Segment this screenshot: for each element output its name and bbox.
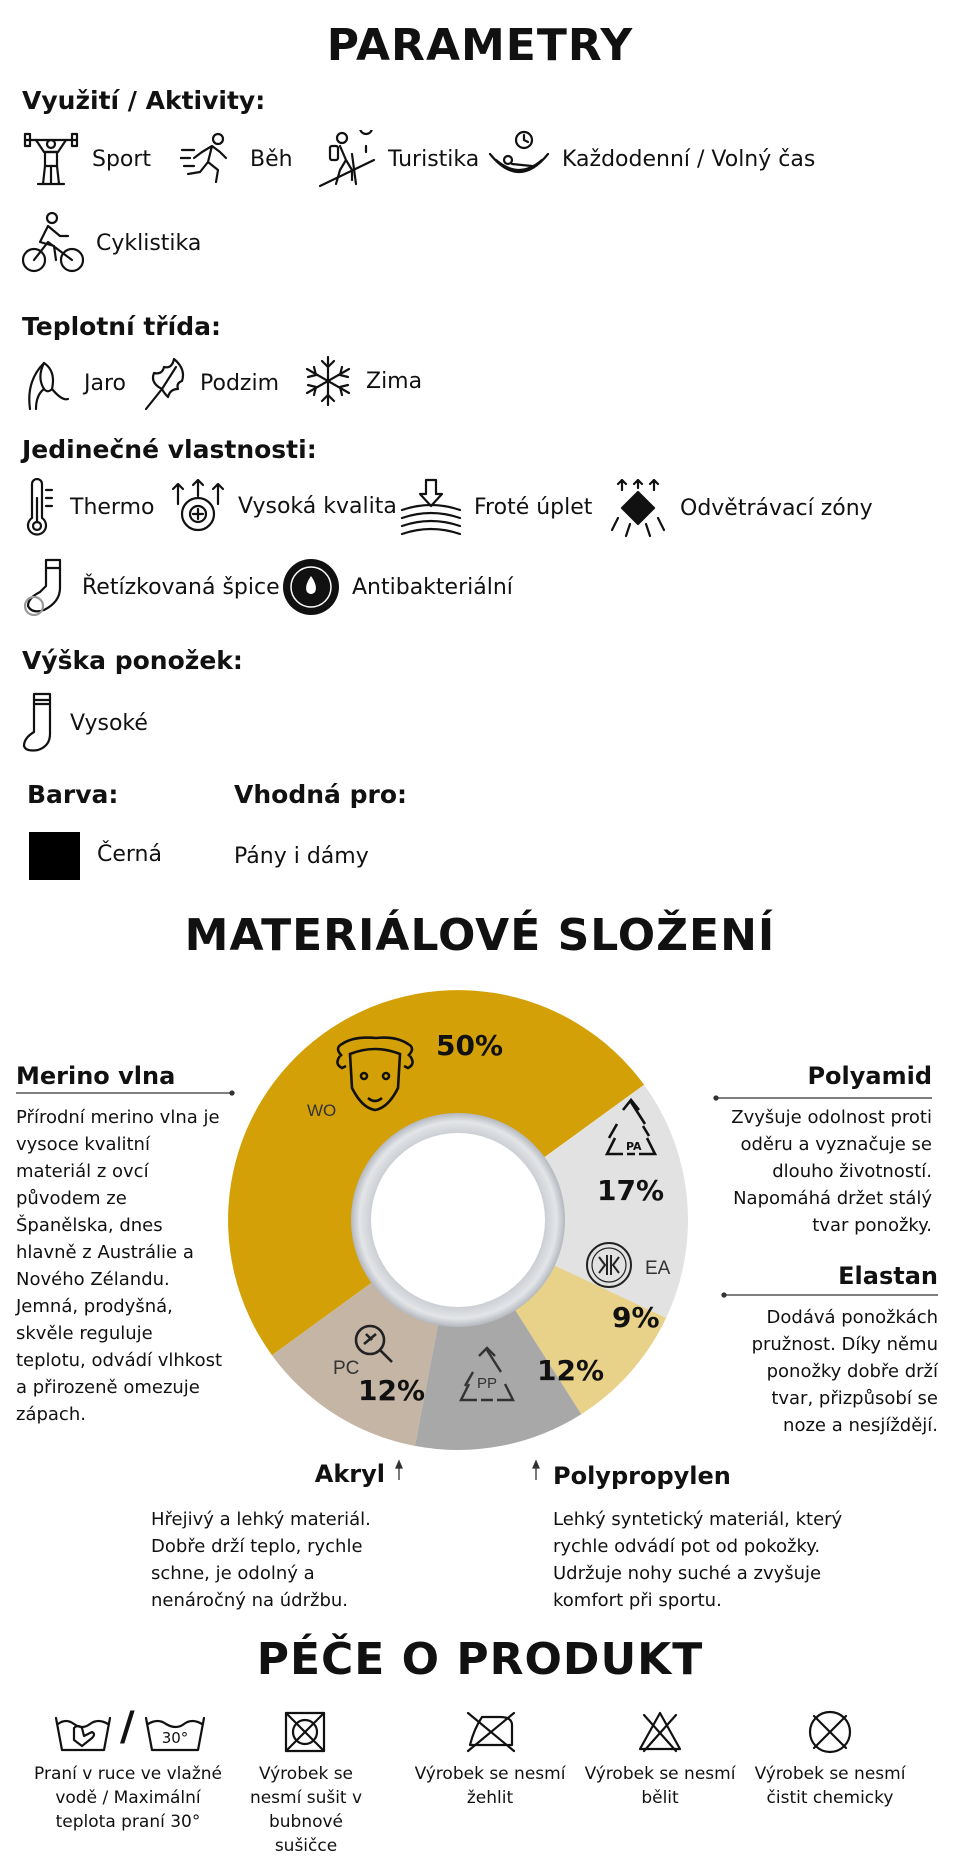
suitable-heading: Vhodná pro:: [234, 780, 407, 809]
hiker-icon: [318, 130, 376, 188]
usage-item-hiking: [318, 130, 479, 188]
care-label: Výrobek se nesmí čistit chemicky: [754, 1764, 906, 1808]
care-label: Výrobek se nesmí žehlit: [414, 1764, 566, 1808]
slice-percent-label: 12%: [537, 1354, 605, 1387]
terry-knit-icon: [400, 478, 462, 536]
ventilation-icon: [608, 478, 668, 538]
material-title-polyamid: Polyamid: [807, 1062, 932, 1090]
height-heading: Výška ponožek:: [22, 646, 243, 675]
property-label: Vysoká kvalita: [238, 493, 397, 519]
property-label: Froté úplet: [474, 494, 593, 520]
usage-item-cycling: [22, 212, 201, 274]
care-item-wash-icons: [52, 1706, 212, 1756]
parametry-title: PARAMETRY: [326, 20, 634, 71]
property-item-thermo: [22, 478, 154, 536]
thermometer-icon: [22, 478, 58, 536]
slice-code-label: PP: [477, 1375, 498, 1392]
material-desc-polyamid: Zvyšuje odolnost proti oděru a vyznačuje se dlouho životností. Napomáhá držet stálý tvar ponožky.: [731, 1107, 932, 1236]
property-item-quality: [170, 478, 397, 534]
slice-code-label: PC: [333, 1358, 360, 1379]
usage-label: Každodenní / Volný čas: [562, 146, 816, 172]
slice-code-label: PA: [626, 1140, 642, 1153]
property-item-terry: [400, 478, 592, 536]
tall-sock-icon: [22, 692, 58, 754]
suitable-value: Pány i dámy: [234, 844, 369, 869]
no-tumble-dry-icon: [284, 1711, 326, 1753]
care-label: Praní v ruce ve vlažné vodě / Maximální teplota praní 30°: [34, 1764, 222, 1832]
height-item-tall: [22, 692, 148, 754]
temperature-label: Podzim: [200, 370, 279, 396]
material-title-akryl: Akryl: [314, 1460, 385, 1488]
no-dry-clean-icon: [808, 1710, 852, 1754]
no-bleach-icon: [638, 1711, 682, 1753]
sock-toe-icon: [22, 558, 70, 616]
material-desc-elastan: Dodává ponožkách pružnost. Díky němu ponožky dobře drží tvar, přizpůsobí se noze a nesjíždějí.: [751, 1307, 938, 1436]
usage-item-leisure: [488, 130, 815, 188]
usage-label: Cyklistika: [96, 230, 202, 256]
color-heading: Barva:: [27, 780, 119, 809]
leaf-icon: [142, 355, 188, 411]
property-item-toe: [22, 558, 280, 616]
property-label: Antibakteriální: [352, 574, 513, 600]
material-desc-akryl: Hřejivý a lehký materiál. Dobře drží teplo, rychle schne, je odolný a nenáročný na údržbu.: [151, 1509, 371, 1611]
wash-temperature: 30°: [161, 1729, 189, 1747]
property-label: Thermo: [70, 494, 155, 520]
antibacterial-seal-icon: [282, 558, 340, 616]
care-label: Výrobek se nesmí sušit v bubnové sušičce: [249, 1764, 363, 1856]
material-title-elastan: Elastan: [838, 1262, 938, 1290]
hand-wash-icon: [54, 1710, 112, 1756]
usage-label: Běh: [250, 146, 293, 172]
temperature-item-autumn: [142, 355, 279, 411]
snowflake-icon: [302, 355, 354, 407]
hammock-icon: [488, 130, 550, 188]
material-title-merino: Merino vlna: [16, 1062, 176, 1090]
slice-percent-label: 50%: [436, 1029, 504, 1062]
snowdrop-icon: [22, 355, 72, 411]
slice-percent-label: 9%: [612, 1301, 660, 1334]
property-item-antibacterial: [282, 558, 513, 616]
property-label: Řetízkovaná špice: [82, 574, 280, 600]
usage-heading: Využití / Aktivity:: [22, 86, 266, 115]
care-label: Výrobek se nesmí bělit: [584, 1764, 736, 1808]
slice-percent-label: 12%: [358, 1374, 426, 1407]
no-iron-icon: [466, 1711, 516, 1753]
temperature-item-spring: [22, 355, 126, 411]
weightlifter-icon: [22, 130, 80, 188]
temperature-label: Jaro: [84, 370, 126, 396]
slash-divider: /: [120, 1704, 135, 1750]
temperature-heading: Teplotní třída:: [22, 312, 221, 341]
usage-item-run: [180, 130, 293, 188]
usage-label: Sport: [92, 146, 152, 172]
slice-code-label: WO: [307, 1101, 337, 1120]
properties-heading: Jedinečné vlastnosti:: [22, 435, 317, 464]
temperature-item-winter: [302, 355, 422, 407]
quality-badge-icon: [170, 478, 226, 534]
care-title: PÉČE O PRODUKT: [256, 1634, 704, 1685]
usage-item-sport: [22, 130, 151, 188]
height-label: Vysoké: [70, 710, 148, 736]
color-swatch: [29, 832, 80, 880]
cyclist-icon: [22, 212, 84, 274]
slice-percent-label: 17%: [597, 1174, 665, 1207]
material-title-polypropylen: Polypropylen: [553, 1462, 731, 1490]
material-desc-merino: Přírodní merino vlna je vysoce kvalitní materiál z ovcí původem ze Španělska, dnes hlavně z Austrálie a Nového Zélandu. Jemná, prodyšná, skvěle reguluje teplotu, odvádí vlhkost a přirozeně omezuje zápach.: [16, 1107, 223, 1425]
temperature-label: Zima: [366, 368, 423, 394]
color-value: Černá: [97, 842, 162, 867]
property-label: Odvětrávací zóny: [680, 495, 873, 521]
material-desc-polypropylen: Lehký syntetický materiál, který rychle odvádí pot od pokožky. Udržuje nohy suché a zvyšuje komfort při sportu.: [553, 1509, 843, 1611]
runner-icon: [180, 130, 238, 188]
slice-code-label: EA: [645, 1258, 671, 1279]
donut-hole: [371, 1133, 545, 1307]
property-item-ventilation: [608, 478, 873, 538]
usage-label: Turistika: [388, 146, 480, 172]
composition-title: MATERIÁLOVÉ SLOŽENÍ: [184, 910, 776, 961]
